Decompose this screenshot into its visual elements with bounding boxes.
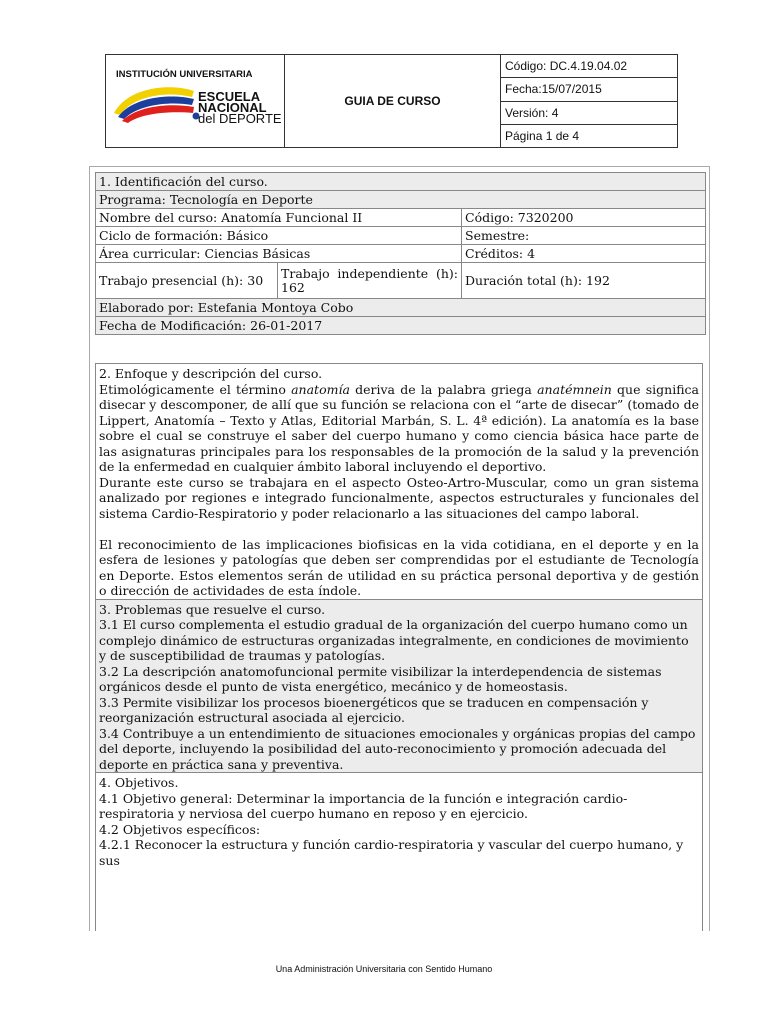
- course-name-field: Nombre del curso: Anatomía Funcional II: [96, 209, 462, 227]
- document-version: Versión: 4: [501, 101, 678, 124]
- general-objective: 4.1 Objetivo general: Determinar la importancia de la función e integración cardio-respiratoria y nerviosa del cuerpo humano en reposo y en ejercicio.: [99, 790, 628, 821]
- approach-paragraph-2: Durante este curso se trabajara en el aspecto Osteo-Artro-Muscular, como un gran sistema analizado por regiones e integrado funcionalmente, aspectos estructurales y funcionales del sistema Cardio-Respiratorio y poder relacionarlo a las situaciones del campo laboral.: [99, 474, 699, 521]
- specific-objectives-heading: 4.2 Objetivos específicos:: [99, 821, 261, 837]
- area-field: Área curricular: Ciencias Básicas: [96, 245, 462, 263]
- document-code: Código: DC.4.19.04.02: [501, 55, 678, 78]
- modified-date-field: Fecha de Modificación: 26-01-2017: [96, 317, 706, 335]
- institution-label: INSTITUCIÓN UNIVERSITARIA: [116, 69, 253, 80]
- total-hours-field: Duración total (h): 192: [462, 263, 706, 299]
- section-problems: [95, 600, 703, 774]
- cycle-field: Ciclo de formación: Básico: [96, 227, 462, 245]
- approach-paragraph-3: El reconocimiento de las implicaciones biofisicas en la vida cotidiana, en el deporte y en la esfera de lesiones y patologías que deben ser comprendidas por el estudiante de Tecnología en Deporte. Estos elementos serán de utilidad en su práctica personal deportiva y de gestión o dirección de actividades de esta índole.: [99, 536, 699, 598]
- program-field: Programa: Tecnología en Deporte: [96, 191, 706, 209]
- logo-wordmark: [198, 91, 282, 124]
- term-anatemnein: anatémnein: [537, 381, 612, 397]
- problem-item: 3.3 Permite visibilizar los procesos bioenergéticos que se traducen en compensación y reorganización estructural asociada al ejercicio.: [99, 694, 649, 725]
- course-code-field: Código: 7320200: [462, 209, 706, 227]
- section-approach: [95, 363, 703, 600]
- specific-objective-1: 4.2.1 Reconocer la estructura y función cardio-respiratoria y vascular del cuerpo humano, y sus: [99, 837, 684, 868]
- problem-item: 3.4 Contribuye a un entendimiento de situaciones emocionales y orgánicas propias del campo del deporte, incluyendo la posibilidad del auto-reconocimiento y promoción adecuada del deporte en práctica sana y preventiva.: [99, 725, 696, 772]
- section-approach-heading: 2. Enfoque y descripción del curso.: [99, 366, 323, 381]
- logo-line-3: del DEPORTE: [198, 111, 282, 126]
- approach-paragraph-1: Etimológicamente el término anatomía deriva de la palabra griega anatémnein que significa disecar y descomponer, de allí que su función se relaciona con el “arte de disecar” (tomado de Lippert, Anatomía – Texto y Atlas, Editorial Marbán, S. L. 4ª edición). La anatomía es la base sobre el cual se construye el saber del cuerpo humano y como ciencia básica hace parte de las asignaturas principales para los responsables de la promoción de la salud y la prevención de la enfermedad en cualquier ámbito laboral incluyendo el deportivo.: [99, 381, 699, 474]
- section-objectives: [95, 773, 703, 931]
- identification-heading: 1. Identificación del curso.: [96, 173, 706, 191]
- semester-field: Semestre:: [462, 227, 706, 245]
- document-page-number: Página 1 de 4: [501, 124, 678, 147]
- section-problems-heading: 3. Problemas que resuelve el curso.: [99, 601, 326, 617]
- presential-hours-field: Trabajo presencial (h): 30: [96, 263, 278, 299]
- problem-item: 3.2 La descripción anatomofuncional permite visibilizar la interdependencia de sistemas orgánicos desde el punto de vista energético, mecánico y de homeostasis.: [99, 663, 662, 694]
- institution-logo-icon: [110, 83, 202, 127]
- document-header: [105, 54, 678, 148]
- document-title: GUIA DE CURSO: [285, 55, 501, 148]
- logo-line-2: NACIONAL: [198, 100, 267, 115]
- document-date: Fecha:15/07/2015: [501, 78, 678, 101]
- author-field: Elaborado por: Estefania Montoya Cobo: [96, 299, 706, 317]
- section-objectives-heading: 4. Objetivos.: [99, 775, 179, 790]
- course-guide-body: [89, 166, 710, 931]
- logo-cell: [106, 55, 285, 148]
- credits-field: Créditos: 4: [462, 245, 706, 263]
- identification-table: [95, 172, 706, 335]
- logo-line-1: ESCUELA: [198, 89, 261, 104]
- term-anatomia: anatomía: [291, 381, 350, 397]
- page-footer: Una Administración Universitaria con Sentido Humano: [275, 964, 493, 974]
- sections-container: [90, 363, 709, 931]
- independent-hours-field: Trabajo independiente (h): 162: [278, 263, 462, 299]
- problem-item: 3.1 El curso complementa el estudio gradual de la organización del cuerpo humano como un complejo dinámico de estructuras organizadas integralmente, en condiciones de movimiento y de susceptibilidad de traumas y patologías.: [99, 617, 689, 663]
